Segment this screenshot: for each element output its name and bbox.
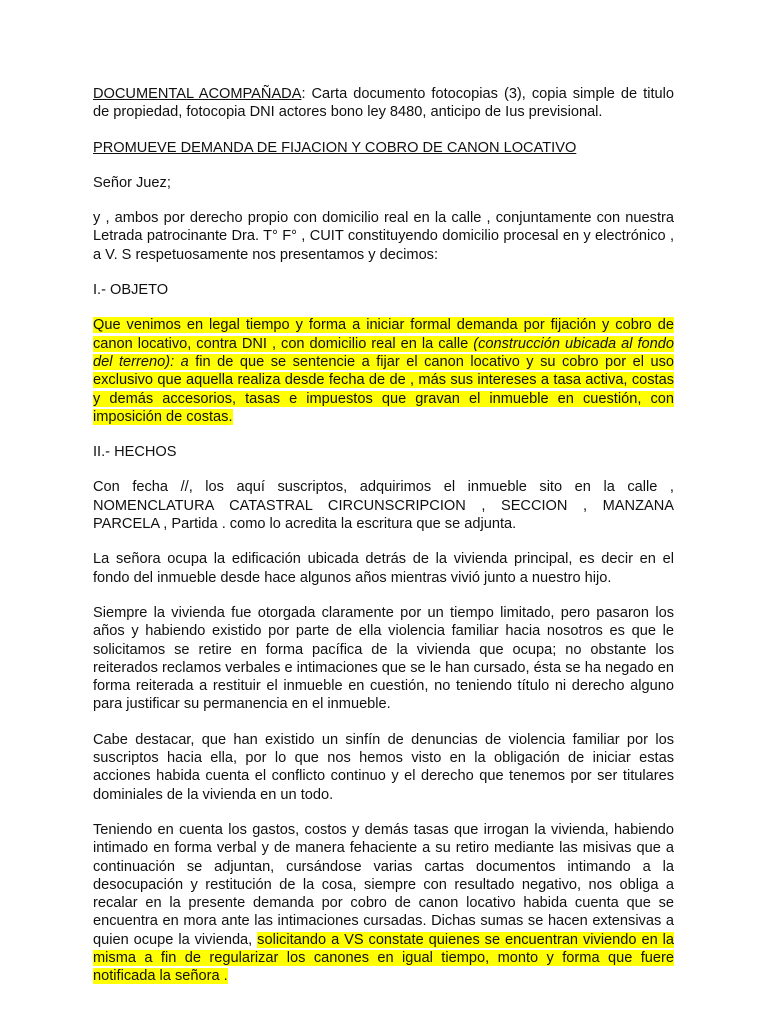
- documental-text: : Carta documento fotocopias (3), copia simple de titulo de propiedad, fotocopia DNI actores bono ley 8480, anticipo de Ius previsional.: [93, 86, 674, 121]
- hechos-paragraph: La señora ocupa la edificación ubicada detrás de la vivienda principal, es decir en el fondo del inmueble desde hace algunos años mientras vivió junto a nuestro hijo.: [93, 551, 674, 586]
- documental-paragraph: [93, 85, 674, 122]
- final-paragraph-text: Teniendo en cuenta los gastos, costos y demás tasas que irrogan la vivienda, habiendo intimado en forma verbal y de manera fehaciente a su retiro mediante las misivas que a continuación se adjuntan, cursándose varias cartas documentos intimando a la desocupación y restitución de la cosa, siempre con resultado negativo, nos obliga a recalar en la presente demanda por cobro de canon locativo habida cuenta que se encuentra en mora ante las intimaciones cursadas. Dichas sumas se hacen extensivas a quien ocupe la vivienda,: [93, 821, 674, 948]
- section-heading-objeto: I.- OBJETO: [93, 282, 169, 299]
- documental-label: DOCUMENTAL ACOMPAÑADA: [93, 86, 302, 102]
- hechos-paragraph: Con fecha //, los aquí suscriptos, adquirimos el inmueble sito en la calle , NOMENCLATURA CATASTRAL CIRCUNSCRIPCION , SECCION , MANZANA PARCELA , Partida . como lo acredita la escritura que se adjunta.: [93, 479, 674, 533]
- salutation: Señor Juez;: [93, 174, 171, 191]
- section-heading-hechos: II.- HECHOS: [93, 444, 177, 461]
- final-paragraph: [93, 821, 674, 986]
- objeto-text-italic: (construcción ubicada al fondo del terreno): a: [93, 335, 675, 370]
- hechos-paragraph: Siempre la vivienda fue otorgada claramente por un tiempo limitado, pero pasaron los años y habiendo existido por parte de ella violencia familiar hacia nosotros es que le solicitamos se retire en forma pacífica de la vivienda que ocupa; no obstante los reiterados reclamos verbales e intimaciones que se le han cursado, ésta se ha negado en forma reiterada a restituir el inmueble en cuestión, no teniendo título ni derecho alguno para justificar su permanencia en el inmueble.: [93, 604, 674, 713]
- intro-paragraph: y , ambos por derecho propio con domicilio real en la calle , conjuntamente con nuestra Letrada patrocinante Dra. T° F° , CUIT constituyendo domicilio procesal en y electrónico , a V. S respetuosamente nos presentamos y decimos:: [93, 210, 674, 263]
- objeto-paragraph: [93, 316, 674, 426]
- document-title-text: PROMUEVE DEMANDA DE FIJACION Y COBRO DE CANON LOCATIVO: [93, 139, 577, 156]
- objeto-text-2: fin de que se sentencie a fijar el canon locativo y su cobro por el uso exclusivo que aquella realiza desde fecha de de , más sus intereses a tasa activa, costas y demás accesorios, tasas e impuestos que gravan el inmueble en cuestión, con imposición de costas.: [93, 353, 674, 425]
- objeto-text-1: Que venimos en legal tiempo y forma a iniciar formal demanda por fijación y cobro de canon locativo, contra DNI , con domicilio real en la calle: [93, 317, 674, 352]
- hechos-paragraph: Cabe destacar, que han existido un sinfín de denuncias de violencia familiar por los suscriptos hacia ella, por lo que nos hemos visto en la obligación de iniciar estas acciones habida cuenta el conflicto continuo y el derecho que tenemos por ser titulares dominiales de la vivienda en un todo.: [93, 731, 674, 803]
- document-title: [93, 139, 674, 157]
- final-paragraph-highlight: solicitando a VS constate quienes se encuentran viviendo en la misma a fin de regularizar los canones en igual tiempo, monto y forma que fuere notificada la señora .: [93, 931, 674, 985]
